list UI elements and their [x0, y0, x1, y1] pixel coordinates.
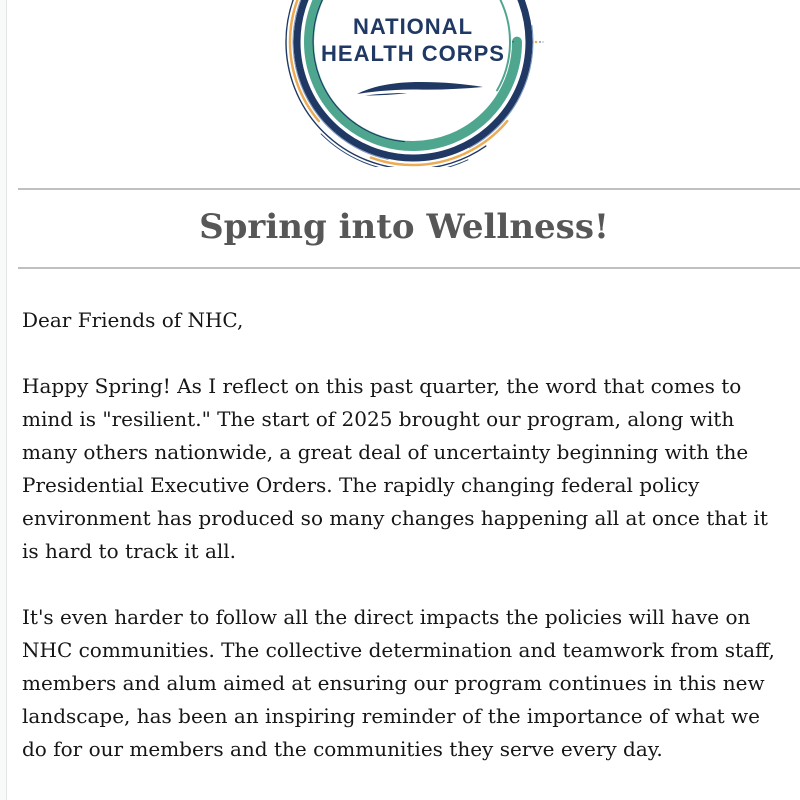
newsletter-title: Spring into Wellness!: [199, 207, 609, 247]
nhc-logo-wordmark: [321, 13, 505, 67]
logo-line-health-corps: HEALTH CORPS: [321, 41, 505, 66]
body-paragraph-2: It's even harder to follow all the direct impacts the policies will have on NHC communities. The collective determination and teamwork from staff, members and alum aimed at ensuring our program continues in this new landscape, has been an inspiring reminder of the importance of what we do for our members and the communities they serve every day.: [22, 605, 775, 761]
logo-swoosh-icon: [355, 79, 485, 99]
body-paragraph-1: Happy Spring! As I reflect on this past quarter, the word that comes to mind is "resilient." The start of 2025 brought our program, along with many others nationwide, a great deal of uncertainty beginning with the Presidential Executive Orders. The rapidly changing federal policy environment has produced so many changes happening all at once that it is hard to track it all.: [22, 374, 768, 563]
nhc-logo: [8, 0, 800, 167]
logo-line-national: NATIONAL: [352, 14, 474, 39]
left-gutter: [0, 0, 7, 800]
email-body: [8, 269, 800, 766]
email-content: [8, 0, 800, 799]
greeting-line: Dear Friends of NHC,: [22, 308, 244, 332]
